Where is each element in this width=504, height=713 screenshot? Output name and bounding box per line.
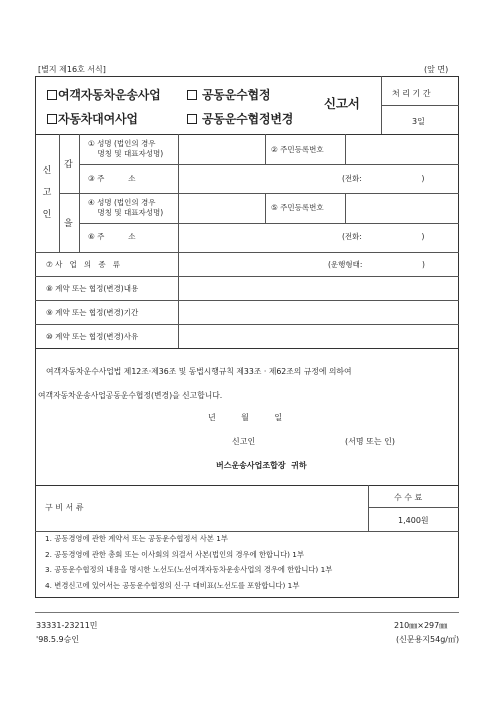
report-title: 신고서	[324, 96, 360, 111]
option-passenger-transport: 여객자동차운송사업	[47, 86, 161, 103]
eul-phone: (전화: )	[342, 232, 425, 241]
gap-name-label: ① 성명 (법인의 경우 명칭 및 대표자성명)	[88, 139, 164, 158]
period-value: 3일	[412, 117, 425, 126]
fee-value: 1,400원	[398, 516, 429, 525]
checkbox-icon[interactable]	[187, 114, 197, 124]
operation-type: (운행형태: )	[328, 260, 425, 269]
recipient: 버스운송사업조합장 귀하	[216, 461, 307, 470]
page-side: (앞 면)	[424, 65, 449, 74]
contract-reason-label: ⑩ 계약 또는 협정(변경)사유	[46, 332, 139, 341]
eul-reg-label: ⑤ 주민등록번호	[271, 203, 324, 212]
checkbox-icon[interactable]	[47, 114, 57, 124]
gap-phone: (전화: )	[342, 174, 425, 183]
checkbox-icon[interactable]	[187, 90, 197, 100]
checkbox-icon[interactable]	[47, 90, 57, 100]
option-car-rental: 자동차대여사업	[47, 110, 138, 127]
signature-note: (서명 또는 인)	[345, 437, 395, 446]
form-number: [별지 제16호 서식]	[38, 65, 106, 74]
approval-date: '98.5.9승인	[36, 635, 80, 644]
paper-type: (신문용지54g/㎡)	[396, 635, 460, 644]
paper-size: 210㎜×297㎜	[394, 621, 448, 630]
documents-label: 구 비 서 류	[45, 503, 84, 512]
statement-line-2: 여객자동차운송사업공동운수협정(변경)을 신고합니다.	[38, 391, 223, 400]
document-item: 3. 공동운수협정의 내용을 명시한 노선도(노선여객자동차운송사업의 경우에 한합니다) 1부	[45, 565, 333, 574]
party-eul: 을	[64, 219, 73, 229]
document-item: 4. 변경신고에 있어서는 공동운수협정의 신·구 대비표(노선도를 포함합니다) 1부	[45, 580, 300, 590]
fee-label: 수 수 료	[394, 493, 423, 502]
option-joint-agreement: 공동운수협정	[187, 86, 270, 103]
statement-line-1: 여객자동차운수사업법 제12조·제36조 및 동법시행규칙 제33조 · 제62조의 규정에 의하여	[46, 367, 352, 376]
eul-address-label: ⑥ 주 소	[88, 232, 136, 241]
gap-reg-label: ② 주민등록번호	[271, 145, 324, 154]
documents-list	[45, 531, 332, 593]
date-line: 년 월 일	[208, 413, 283, 422]
contract-period-label: ⑨ 계약 또는 협정(변경)기간	[46, 308, 139, 317]
signer-label: 신고인	[232, 437, 256, 446]
option-joint-agreement-change: 공동운수협정변경	[187, 110, 293, 127]
eul-name-label: ④ 성명 (법인의 경우 명칭 및 대표자성명)	[88, 198, 164, 217]
form-code: 33331-23211민	[36, 621, 98, 630]
period-label: 처 리 기 간	[392, 89, 431, 98]
document-item: 1. 공동경영에 관한 계약서 또는 공동운수협정서 사본 1부	[45, 534, 228, 543]
party-gap: 갑	[64, 160, 73, 170]
applicant-label: 신고인	[42, 166, 52, 220]
business-type-label: ⑦ 사 업 의 종 류	[46, 260, 120, 269]
document-item: 2. 공동경영에 관한 총회 또는 이사회의 의결서 사본(법인의 경우에 한합니다) 1부	[45, 549, 305, 559]
gap-address-label: ③ 주 소	[88, 174, 136, 183]
contract-content-label: ⑧ 계약 또는 협정(변경)내용	[46, 284, 139, 293]
